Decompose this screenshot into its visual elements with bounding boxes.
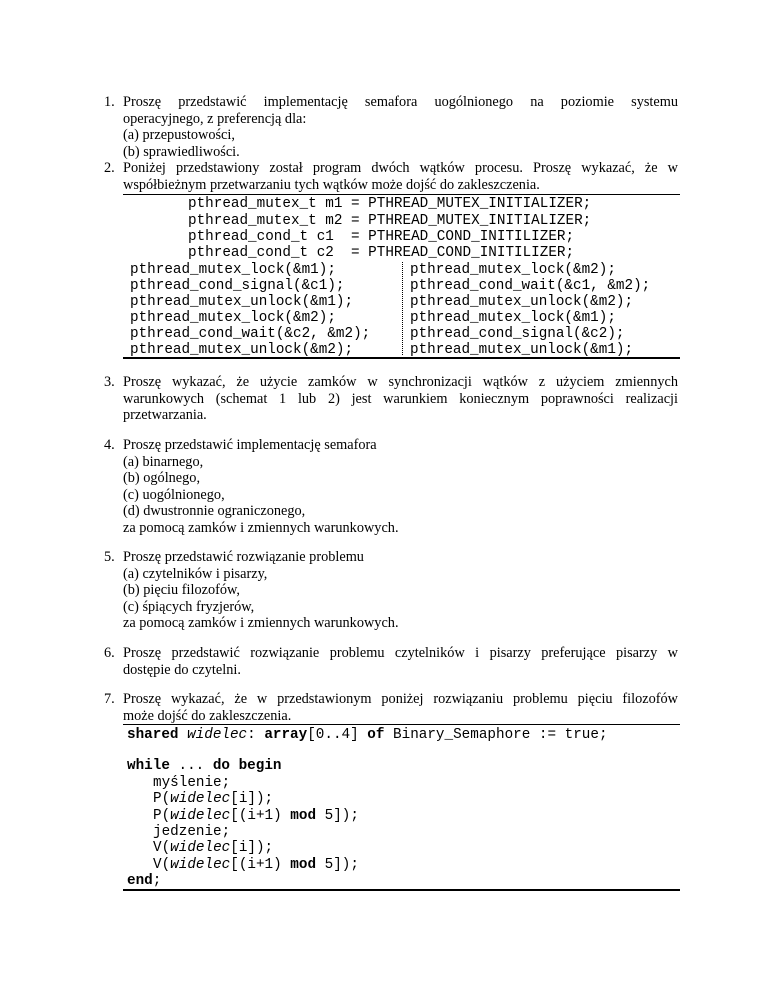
q7-code-shared-decl: shared widelec: array[0..4] of Binary_Semaphore := true;	[127, 727, 608, 743]
q6-number: 6.	[104, 645, 115, 661]
thread2-line4: pthread_mutex_lock(&m1);	[410, 310, 616, 326]
q3-text-line3: przetwarzania.	[123, 407, 207, 423]
q1-option-a: (a) przepustowości,	[123, 127, 235, 143]
thread2-line5: pthread_cond_signal(&c2);	[410, 326, 625, 342]
thread2-line2: pthread_cond_wait(&c1, &m2);	[410, 278, 651, 294]
q6-text-line1: Proszę przedstawić rozwiązanie problemu czytelników i pisarzy preferujące pisarzy w	[123, 645, 678, 661]
thread2-line6: pthread_mutex_unlock(&m1);	[410, 342, 634, 358]
q7-code-bottom-rule	[123, 889, 680, 891]
q7-code-p-i: P(widelec[i]);	[153, 791, 274, 807]
q7-code-myslenie: myślenie;	[153, 775, 231, 791]
q3-text-line2: warunkowych (schemat 1 lub 2) jest warunkiem koniecznym poprawności realizacji	[123, 391, 678, 407]
thread1-line3: pthread_mutex_unlock(&m1);	[130, 294, 354, 310]
q5-option-c: (c) śpiących fryzjerów,	[123, 599, 255, 615]
q7-code-while: while ... do begin	[127, 758, 282, 774]
q7-code-end: end;	[127, 873, 162, 889]
q5-number: 5.	[104, 549, 115, 565]
thread2-line3: pthread_mutex_unlock(&m2);	[410, 294, 634, 310]
q4-tail: za pomocą zamków i zmiennych warunkowych.	[123, 520, 399, 536]
q4-option-a: (a) binarnego,	[123, 454, 204, 470]
q2-decl-c2: pthread_cond_t c2 = PTHREAD_COND_INITILIZER;	[188, 245, 575, 261]
q7-code-jedzenie: jedzenie;	[153, 824, 231, 840]
q2-number: 2.	[104, 160, 115, 176]
q3-number: 3.	[104, 374, 115, 390]
thread1-line4: pthread_mutex_lock(&m2);	[130, 310, 336, 326]
q5-text-line1: Proszę przedstawić rozwiązanie problemu	[123, 549, 364, 565]
thread1-line6: pthread_mutex_unlock(&m2);	[130, 342, 354, 358]
q2-text-line1: Poniżej przedstawiony został program dwóch wątków procesu. Proszę wykazać, że w	[123, 160, 678, 176]
q7-code-v-i1: V(widelec[(i+1) mod 5]);	[153, 857, 359, 873]
q5-tail: za pomocą zamków i zmiennych warunkowych.	[123, 615, 399, 631]
q1-text-line1: Proszę przedstawić implementację semafora uogólnionego na poziomie systemu	[123, 94, 678, 110]
q7-code-p-i1: P(widelec[(i+1) mod 5]);	[153, 808, 359, 824]
thread1-line2: pthread_cond_signal(&c1);	[130, 278, 345, 294]
q4-option-d: (d) dwustronnie ograniczonego,	[123, 503, 306, 519]
q3-text-line1: Proszę wykazać, że użycie zamków w synchronizacji wątków z użyciem zmiennych	[123, 374, 678, 390]
q5-option-a: (a) czytelników i pisarzy,	[123, 566, 268, 582]
q1-text-line2: operacyjnego, z preferencją dla:	[123, 111, 307, 127]
q2-code-top-rule	[123, 194, 680, 195]
q4-text-line1: Proszę przedstawić implementację semafora	[123, 437, 377, 453]
q2-decl-c1: pthread_cond_t c1 = PTHREAD_COND_INITILIZER;	[188, 229, 575, 245]
thread1-line1: pthread_mutex_lock(&m1);	[130, 262, 336, 278]
q1-number: 1.	[104, 94, 115, 110]
q4-option-b: (b) ogólnego,	[123, 470, 201, 486]
q2-decl-m2: pthread_mutex_t m2 = PTHREAD_MUTEX_INITIALIZER;	[188, 213, 592, 229]
q5-option-b: (b) pięciu filozofów,	[123, 582, 240, 598]
q2-decl-m1: pthread_mutex_t m1 = PTHREAD_MUTEX_INITIALIZER;	[188, 196, 592, 212]
q2-text-line2: współbieżnym przetwarzaniu tych wątków może dojść do zakleszczenia.	[123, 177, 540, 193]
thread1-line5: pthread_cond_wait(&c2, &m2);	[130, 326, 371, 342]
q4-number: 4.	[104, 437, 115, 453]
q6-text-line2: dostępie do czytelni.	[123, 662, 241, 678]
thread-column-separator	[402, 262, 403, 355]
q7-code-v-i: V(widelec[i]);	[153, 840, 274, 856]
q2-code-bottom-rule	[123, 357, 680, 359]
q1-option-b: (b) sprawiedliwości.	[123, 144, 240, 160]
q7-number: 7.	[104, 691, 115, 707]
q7-text-line2: może dojść do zakleszczenia.	[123, 708, 292, 724]
q7-text-line1: Proszę wykazać, że w przedstawionym poniżej rozwiązaniu problemu pięciu filozofów	[123, 691, 678, 707]
q7-code-top-rule	[123, 724, 680, 725]
thread2-line1: pthread_mutex_lock(&m2);	[410, 262, 616, 278]
q4-option-c: (c) uogólnionego,	[123, 487, 225, 503]
